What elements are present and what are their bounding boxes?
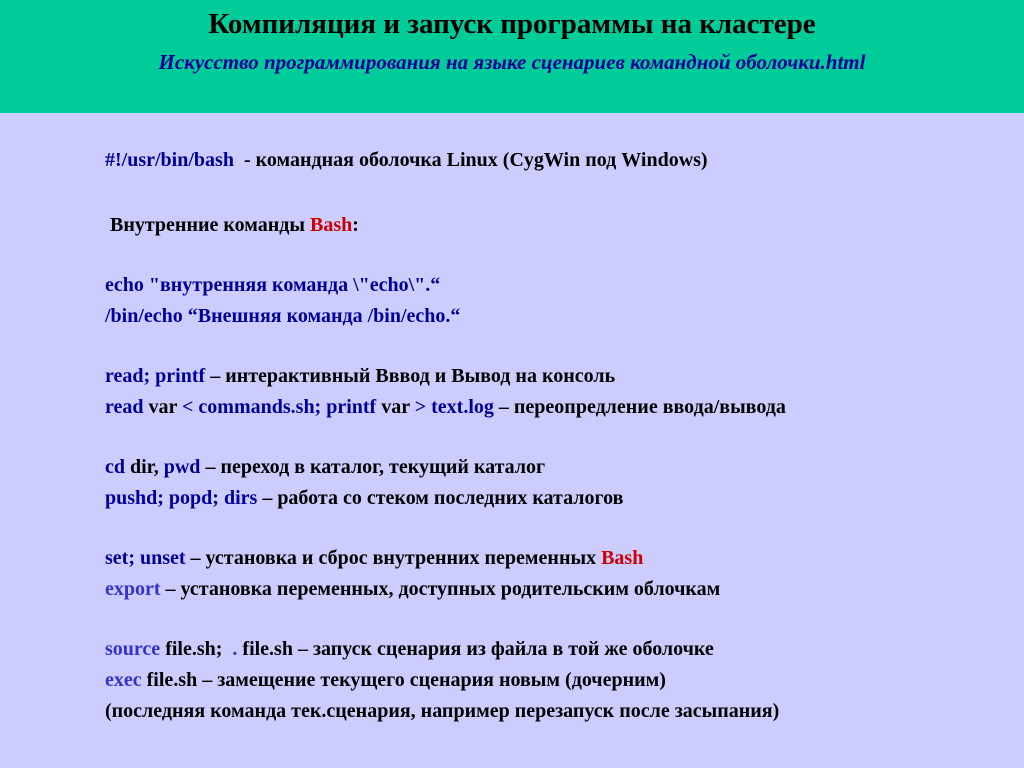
export-text: – установка переменных, доступных родительским облочкам [160, 578, 721, 600]
cd-pwd-line [105, 452, 1005, 483]
internal-heading-text: Внутренние команды [105, 214, 310, 236]
cd-arg: dir, [125, 456, 164, 478]
pwd-command: pwd [163, 456, 201, 478]
redirect-var1: var [143, 396, 183, 418]
shebang-command: #!/usr/bin/bash [105, 149, 234, 171]
exec-note-line [105, 696, 1005, 727]
source-line [105, 634, 1005, 665]
internal-heading-colon: : [352, 214, 359, 236]
internal-commands-heading [105, 210, 1005, 241]
redirect-line [105, 392, 1005, 423]
source-arg: file.sh; [160, 638, 233, 660]
exec-line [105, 665, 1005, 696]
shebang-line [105, 145, 1005, 176]
redirect-input: < commands.sh; printf [182, 396, 377, 418]
redirect-read: read [105, 396, 144, 418]
exec-text: file.sh – замещение текущего сценария новым (дочерним) [141, 669, 666, 691]
slide-content [105, 145, 1005, 727]
read-printf-line [105, 361, 1005, 392]
redirect-text: – переопредление ввода/вывода [493, 396, 786, 418]
header-band [0, 0, 1024, 113]
source-text: file.sh – запуск сценария из файла в той же оболочке [237, 638, 714, 660]
internal-heading-bash: Bash [310, 214, 353, 236]
echo-internal-line [105, 270, 1005, 301]
redirect-output: > text.log [414, 396, 494, 418]
export-command: export [105, 578, 161, 600]
exec-command: exec [105, 669, 142, 691]
slide-title: Компиляция и запуск программы на кластере [208, 8, 816, 40]
set-unset-bash: Bash [601, 547, 644, 569]
echo-external-command: /bin/echo “Внешняя команда /bin/echo.“ [105, 305, 461, 327]
pushd-text: – работа со стеком последних каталогов [257, 487, 624, 509]
export-line [105, 574, 1005, 605]
slide-subtitle: Искусство программирования на языке сценариев командной оболочки.html [158, 50, 866, 74]
echo-internal-command: echo "внутренняя команда \"echo\".“ [105, 274, 441, 296]
read-printf-text: – интерактивный Вввод и Вывод на консоль [205, 365, 616, 387]
shebang-text: - командная оболочка Linux (CygWin под Windows) [233, 149, 708, 171]
dot-command: . [232, 638, 238, 660]
read-printf-command: read; printf [105, 365, 206, 387]
set-unset-command: set; unset [105, 547, 186, 569]
cd-command: cd [105, 456, 125, 478]
cd-pwd-text: – переход в каталог, текущий каталог [200, 456, 546, 478]
set-unset-text: – установка и сброс внутренних переменных [185, 547, 602, 569]
echo-external-line [105, 301, 1005, 332]
set-unset-line [105, 543, 1005, 574]
redirect-var2: var [376, 396, 415, 418]
exec-note-text: (последняя команда тек.сценария, например перезапуск после засыпания) [105, 700, 780, 722]
pushd-command: pushd; popd; dirs [105, 487, 258, 509]
pushd-line [105, 483, 1005, 514]
source-command: source [105, 638, 161, 660]
